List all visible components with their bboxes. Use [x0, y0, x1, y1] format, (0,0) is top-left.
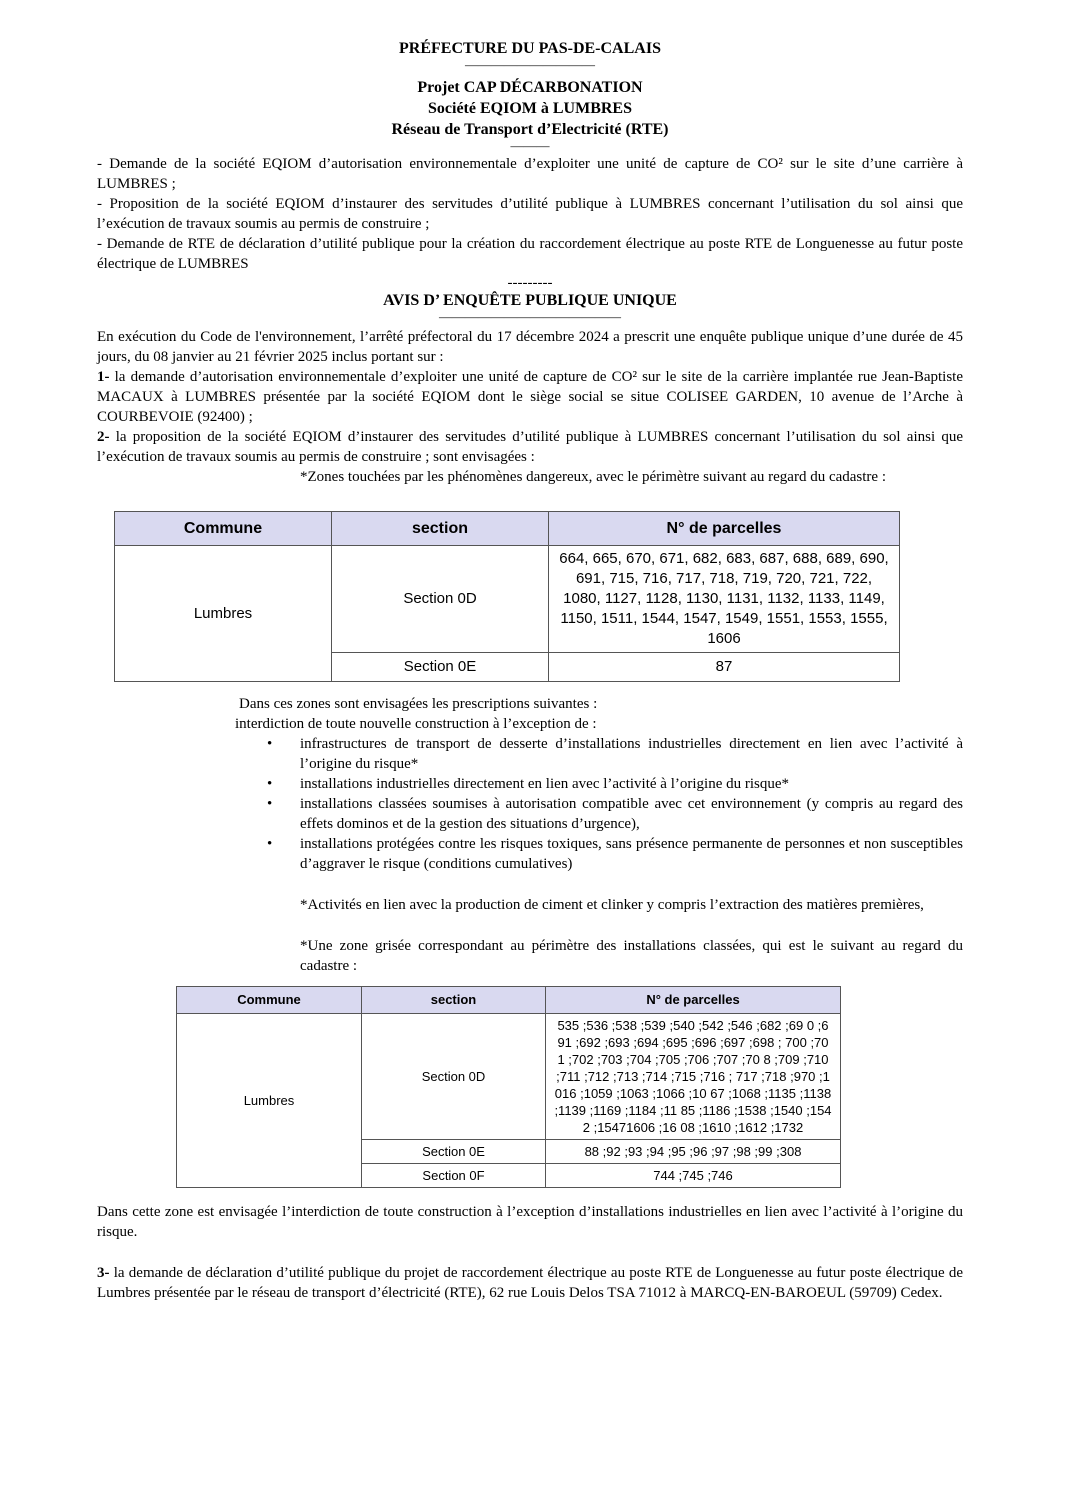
parcels-cell: 535 ;536 ;538 ;539 ;540 ;542 ;546 ;682 ;69 0 ;691 ;692 ;693 ;694 ;695 ;696 ;697 ;698 ; 700 ;701 ;702 ;703 ;704 ;705 ;706 ;707 ;70 8 ;709 ;710 ;711 ;712 ;713 ;714 ;715 ;716 ; 717 ;718 ;970 ;1016 ;1059 ;1063 ;1066 ;10 67 ;1068 ;1135 ;1138 ;1139 ;1169 ;1184 ;11 85 ;1186 ;1538 ;1540 ;1542 ;15471606 ;16 08 ;1610 ;1612 ;1732 — [546, 1014, 841, 1140]
parcels-cell: 664, 665, 670, 671, 682, 683, 687, 688, 689, 690, 691, 715, 716, 717, 718, 719, 720, 721, 722, 1080, 1127, 1128, 1130, 1131, 1132, 1133, 1149, 1150, 1511, 1544, 1547, 1549, 1551, 1553, 1555, 1606 — [549, 546, 900, 653]
item-2-number: 2- — [97, 429, 110, 445]
prescriptions-intro-2: interdiction de toute nouvelle construction à l’exception de : — [235, 716, 597, 732]
notice-dashes: --------- — [507, 275, 553, 291]
list-item: • infrastructures de transport de desserte d’installations industrielles directement en lien avec l’activité à l’origine du risque* — [267, 736, 963, 772]
parcels-table-hazard-zones — [114, 511, 900, 682]
item-2 — [97, 427, 963, 467]
request-3: - Demande de RTE de déclaration d’utilité publique pour la création du raccordement électrique au poste RTE de Longuenesse au futur poste électrique de LUMBRES — [97, 236, 963, 272]
notice-page — [97, 38, 963, 1303]
column-header-parcels: N° de parcelles — [549, 512, 900, 546]
project-title: Projet CAP DÉCARBONATION — [417, 79, 643, 96]
zone-conclusion: Dans cette zone est envisagée l’interdiction de toute construction à l’exception d’installations industrielles en lien avec l’activité à l’origine du risque. — [97, 1204, 963, 1240]
column-header-section: section — [332, 512, 549, 546]
commune-cell: Lumbres — [115, 546, 332, 682]
zones-intro: *Zones touchées par les phénomènes dangereux, avec le périmètre suivant au regard du cadastre : — [300, 469, 887, 485]
section-cell: Section 0F — [362, 1164, 546, 1188]
request-1: - Demande de la société EQIOM d’autorisation environnementale d’exploiter une unité de capture de CO² sur le site d’une carrière à LUMBRES ; — [97, 156, 963, 192]
rte-title: Réseau de Transport d’Electricité (RTE) — [391, 121, 669, 138]
parcels-cell: 744 ;745 ;746 — [546, 1164, 841, 1188]
parcels-cell: 88 ;92 ;93 ;94 ;95 ;96 ;97 ;98 ;99 ;308 — [546, 1140, 841, 1164]
parcels-table-classified-installations — [176, 986, 841, 1188]
bullet-icon: • — [267, 796, 273, 812]
column-header-section: section — [362, 987, 546, 1014]
item-1 — [97, 367, 963, 427]
request-2: - Proposition de la société EQIOM d’instaurer des servitudes d’utilité publique à LUMBRES concernant l’utilisation du sol ainsi que l’exécution de travaux soumis au permis de construire ; — [97, 196, 963, 232]
notice-title: AVIS D’ ENQUÊTE PUBLIQUE UNIQUE — [383, 292, 677, 309]
list-item: • installations protégées contre les risques toxiques, sans présence permanente de personnes et non susceptibles d’aggraver le risque (conditions cumulatives) — [267, 836, 963, 872]
prescriptions-list — [97, 734, 963, 874]
prefecture-title: PRÉFECTURE DU PAS-DE-CALAIS — [399, 40, 661, 57]
header-rule-short: ——— — [510, 138, 550, 153]
section-cell: Section 0E — [362, 1140, 546, 1164]
table-row — [177, 1014, 841, 1140]
header-rule: —————————— — [465, 57, 595, 72]
column-header-commune: Commune — [177, 987, 362, 1014]
bullet-icon: • — [267, 736, 273, 752]
section-cell: Section 0E — [332, 653, 549, 682]
item-3-number: 3- — [97, 1265, 110, 1281]
bullet-icon: • — [267, 776, 273, 792]
commune-cell: Lumbres — [177, 1014, 362, 1188]
list-item: • installations industrielles directement en lien avec l’activité à l’origine du risque* — [267, 776, 790, 792]
list-item: • installations classées soumises à autorisation compatible avec cet environnement (y compris au regard des effets dominos et de la gestion des situations d’urgence), — [267, 796, 963, 832]
item-1-text: la demande d’autorisation environnementale d’exploiter une unité de capture de CO² sur le site de la carrière implantée rue Jean-Baptiste MACAUX à LUMBRES présentée par la société EQIOM dont le siège social se situe COLISEE GARDEN, 10 avenue de l’Arche à COURBEVOIE (92400) ; — [97, 369, 963, 425]
item-3-text: la demande de déclaration d’utilité publique du projet de raccordement électrique au poste RTE de Longuenesse au futur poste électrique de Lumbres présentée par le réseau de transport d’électricité (RTE), 62 rue Louis Delos TSA 71012 à MARCQ-EN-BAROEUL (59709) Cedex. — [97, 1265, 963, 1301]
table-header-row — [115, 512, 900, 546]
intro-paragraph: En exécution du Code de l'environnement, l’arrêté préfectoral du 17 décembre 2024 a prescrit une enquête publique unique d’une durée de 45 jours, du 08 janvier au 21 février 2025 inclus portant sur : — [97, 329, 963, 365]
grey-zone-intro: *Une zone grisée correspondant au périmètre des installations classées, qui est le suivant au regard du cadastre : — [300, 938, 963, 974]
bullet-icon: • — [267, 836, 273, 852]
prescriptions-intro-1: Dans ces zones sont envisagées les prescriptions suivantes : — [239, 696, 598, 712]
item-2-text: la proposition de la société EQIOM d’instaurer des servitudes d’utilité publique à LUMBRES concernant l’utilisation du sol ainsi que l’exécution de travaux soumis au permis de construire ; sont envisagées : — [97, 429, 963, 465]
column-header-commune: Commune — [115, 512, 332, 546]
notice-rule: —————————————— — [439, 309, 621, 324]
company-title: Société EQIOM à LUMBRES — [428, 100, 632, 117]
item-3 — [97, 1263, 963, 1303]
activities-note: *Activités en lien avec la production de ciment et clinker y compris l’extraction des matières premières, — [300, 897, 924, 913]
section-cell: Section 0D — [362, 1014, 546, 1140]
parcels-cell: 87 — [549, 653, 900, 682]
item-1-number: 1- — [97, 369, 110, 385]
column-header-parcels: N° de parcelles — [546, 987, 841, 1014]
table-row — [115, 546, 900, 653]
table-header-row — [177, 987, 841, 1014]
section-cell: Section 0D — [332, 546, 549, 653]
